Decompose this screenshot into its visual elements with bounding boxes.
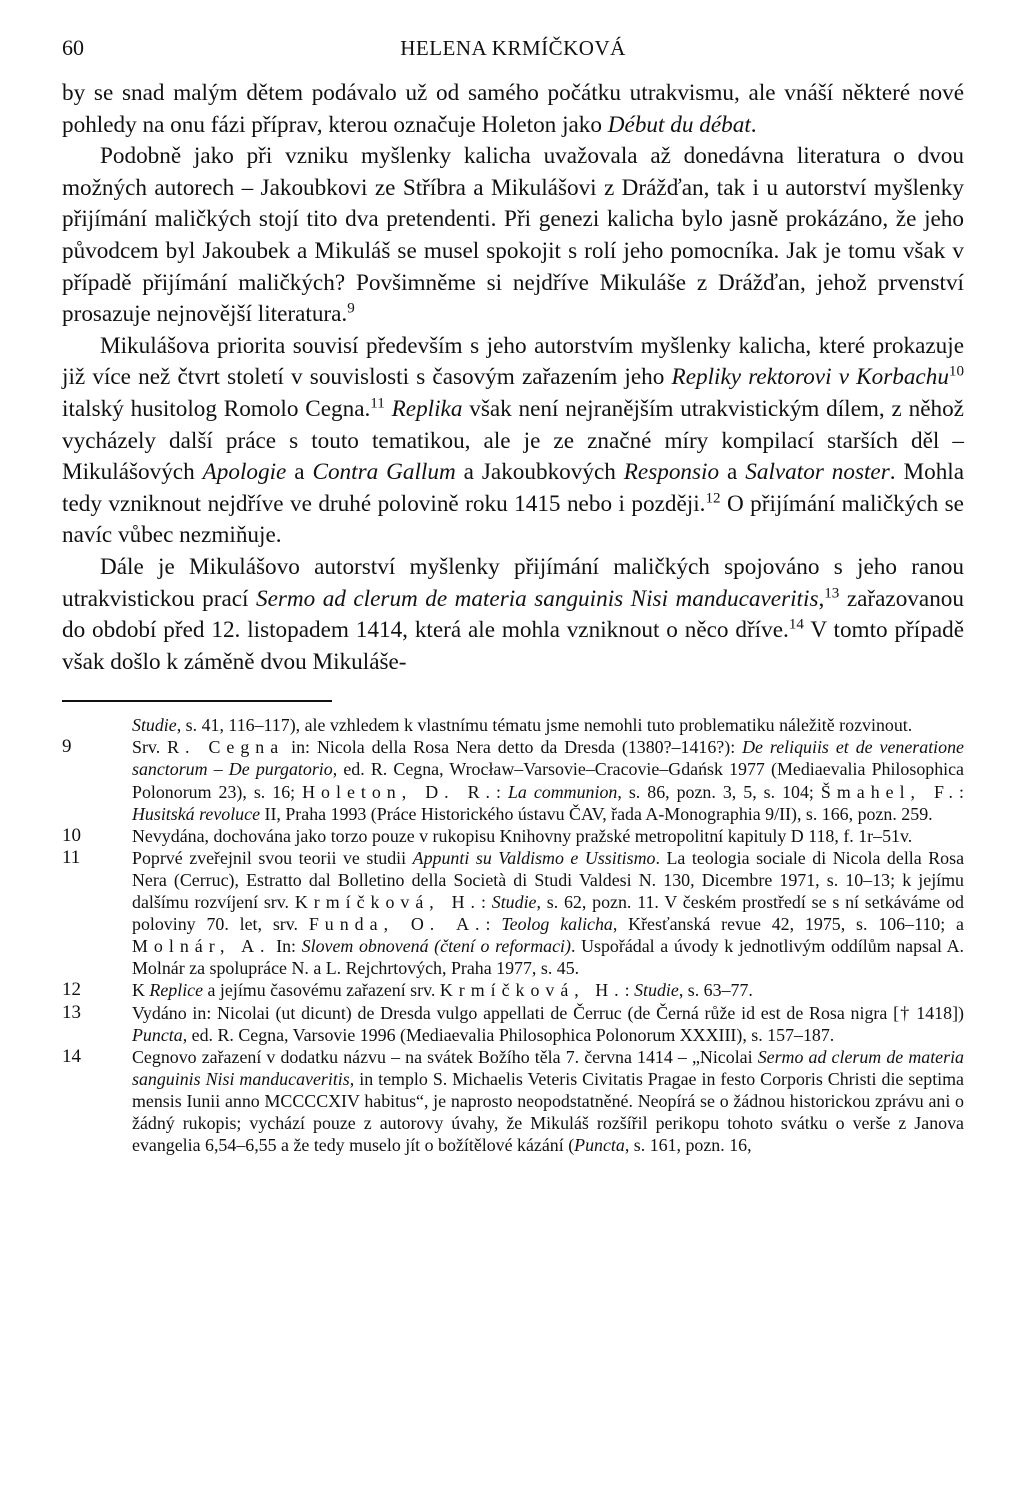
paragraph-1: by se snad malým dětem podávalo už od samého počátku utrakvismu, ale vnáší některé nové pohledy na onu fázi příprav, kterou označuje Holeton jako Début du débat. [62,80,964,138]
footnote-continued: Studie, s. 41, 116–117), ale vzhledem k vlastnímu tématu jsme nemohli tuto problematiku náležitě rozvinout. [132,715,913,736]
paragraph-4: Dále je Mikulášovo autorství myšlenky přijímání maličkých spojováno s jeho ranou utrakvistickou prací Sermo ad clerum de materia sanguinis Nisi manducaveritis,$^{13}$ zařazovanou do období před 12. listopadem 1414, která ale mohla vzniknout o něco dříve.$^{14}$ V tomto případě však došlo k záměně dvou Mikuláše- [62,553,964,675]
footnotes [62,714,964,1156]
footnote-ref-13[interactable]: 13 [824,584,840,601]
footnote-number: 10 [62,824,81,846]
footnote-number: 14 [62,1045,81,1067]
footnote-number: 13 [62,1001,81,1023]
footnote-9: 9 Srv. R. Cegna in: Nicola della Rosa Nera detto da Dresda (1380?–1416?): De reliquiis et de veneratione sanctorum – De purgatorio, ed. R. Cegna, Wrocław–Varsovie–Cracovie–Gdańsk 1977 (Mediaevalia Philosophica Polonorum 23), s. 16; Holeton, D. R.: La communion, s. 86, pozn. 3, 5, s. 104; Šmahel, F.: Husitská revoluce II, Praha 1993 (Práce Historického ústavu ČAV, řada A-Monographia 9/II), s. 166, pozn. 259. [62,736,965,824]
footnote-number: 12 [62,979,81,1001]
footnote-14: 14 Cegnovo zařazení v dodatku názvu – na svátek Božího těla 7. června 1414 – „Nicolai Sermo ad clerum de materia sanguinis Nisi manducaveritis, in templo S. Michaelis Veteris Civitatis Pragae in festo Corporis Christi die septima mensis Iunii anno MCCCCXIV habitus“, je naprosto neopodstatněné. Neopírá se o žádnou historickou zprávu ani o žádný rukopis; vychází pouze z autorovy úvahy, že Mikuláš rozšířil perikopu tohoto svátku o verše z Janova evangelia 6,54–6,55 a že tedy muselo jít o božítělové kázání (Puncta, s. 161, pozn. 16, [62,1045,964,1156]
footnote-12: 12 K Replice a jejímu časovému zařazení srv. Krmíčková, H.: Studie, s. 63–77. [62,979,753,1001]
page-number: 60 [62,35,84,60]
footnote-ref-12[interactable]: 12 [705,489,721,506]
footnote-number: 11 [62,846,81,868]
footnote-13: 13 Vydáno in: Nicolai (ut dicunt) de Dresda vulgo appellati de Čerruc (de Černá růže id est de Rosa nigra [† 1418]) Puncta, ed. R. Cegna, Varsovie 1996 (Mediaevalia Philosophica Polonorum XXXIII), s. 157–187. [62,1001,964,1045]
running-title: HELENA KRMÍČKOVÁ [400,36,626,60]
page-header [62,34,964,62]
footnote-ref-14[interactable]: 14 [788,616,804,633]
footnote-separator [62,700,332,702]
footnote-ref-11[interactable]: 11 [370,395,385,412]
footnote-10: 10 Nevydána, dochována jako torzo pouze v rukopisu Knihovny pražské metropolitní kapituly D 118, f. 1r–51v. [62,824,913,846]
paragraph-2: Podobně jako při vzniku myšlenky kalicha uvažovala až donedávna literatura o dvou možných autorech – Jakoubkovi ze Stříbra a Mikulášovi z Drážďan, tak i u autorství myšlenky přijímání maličkých stojí tito dva pretendenti. Při genezi kalicha bylo jasně prokázáno, že jeho původcem byl Jakoubek a Mikuláš se musel spokojit s rolí jeho pomocníka. Jak je tomu však v případě přijímání maličkých? Povšimněme si nejdříve Mikuláše z Drážďan, jehož prvenství prosazuje nejnovější literatura.$^9$ [62,143,964,328]
main-text [62,78,964,678]
footnote-ref-9[interactable]: 9 [347,300,355,317]
footnote-11: 11 Poprvé zveřejnil svou teorii ve studii Appunti su Valdismo e Ussitismo. La teologia sociale di Nicola della Rosa Nera (Cerruc), Estratto dal Bolletino della Società di Studi Valdesi N. 130, Dicembre 1971, s. 10–13; k jejímu dalšímu rozvíjení srv. Krmíčková, H.: Studie, s. 62, pozn. 11. V českém prostředí se s ní setkáváme od poloviny 70. let, srv. Funda, O. A.: Teolog kalicha, Křesťanská revue 42, 1975, s. 106–110; a Molnár, A. In: Slovem obnovená (čtení o reformaci). Uspořádal a úvody k jednotlivým oddílům napsal A. Molnár za spolupráce N. a L. Rejchrtových, Praha 1977, s. 45. [62,846,965,979]
footnote-ref-10[interactable]: 10 [948,363,964,380]
footnote-number: 9 [62,736,72,758]
paragraph-3: Mikulášova priorita souvisí především s jeho autorstvím myšlenky kalicha, které prokazuje již více než čtvrt století v souvislosti s časovým zařazením jeho Repliky rektorovi v Korbachu$^{10}$ italský husitolog Romolo Cegna.$^{11}$ Replika však není nejranějším utrakvistickým dílem, z něhož vycházely další práce s touto tematikou, ale je ze značné míry kompilací starších děl – Mikulášových Apologie a Contra Gallum a Jakoubkových Responsio a Salvator noster. Mohla tedy vzniknout nejdříve ve druhé polovině roku 1415 nebo i později.$^{12}$ O přijímání maličkých se navíc vůbec nezmiňuje. [62,332,965,549]
